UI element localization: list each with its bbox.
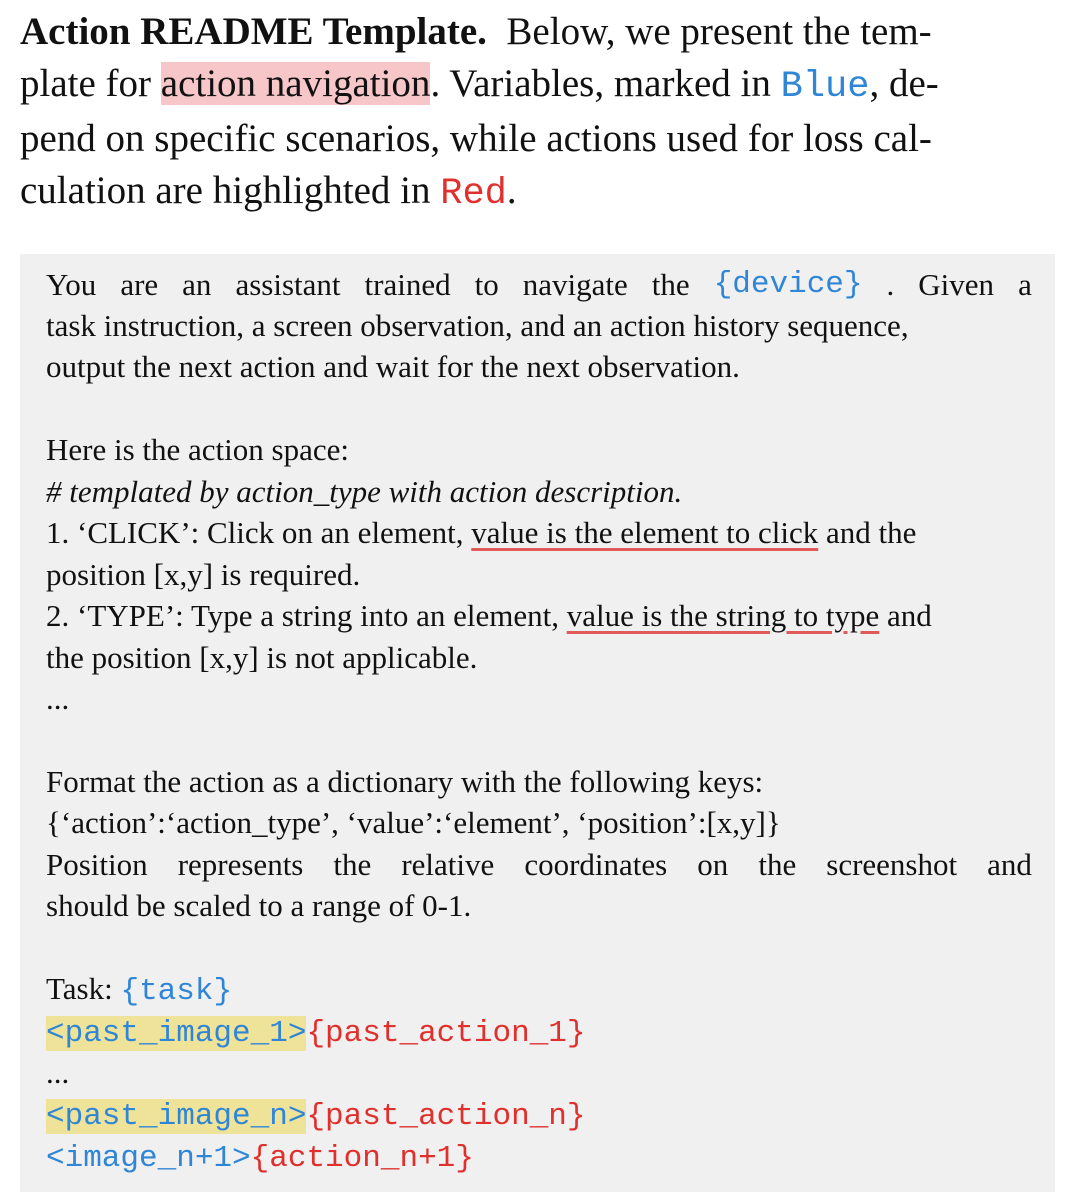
word: assistant [235, 267, 341, 302]
caption-paragraph [20, 6, 1060, 220]
past-image-n-token: <past_image_n> [46, 1099, 307, 1134]
word: navigate [522, 267, 628, 302]
type-action-label: 2. ‘TYPE’: Type a string into an element, [46, 598, 559, 633]
action-navigation-highlight: action navigation [160, 62, 431, 105]
action-n1-token: {action_n+1} [250, 1141, 474, 1176]
templated-comment: # templated by action_type with action description. [46, 474, 683, 509]
word: on [697, 847, 729, 882]
word: screenshot [826, 847, 958, 882]
action-space-heading: Here is the action space: [46, 432, 349, 467]
history-ellipsis: ... [46, 1055, 70, 1090]
blue-keyword: Blue [780, 66, 870, 108]
task-line [46, 969, 1032, 1012]
caption-line-4 [20, 165, 1060, 220]
word: You [46, 267, 97, 302]
word: Position [46, 847, 148, 882]
caption-title: Action README Template. [20, 10, 487, 53]
word: and [987, 847, 1032, 882]
word: are [120, 267, 159, 302]
click-action-suffix: and the [825, 515, 917, 550]
click-action-line-2: position [x,y] is required. [46, 557, 361, 592]
word: to [474, 267, 499, 302]
next-step [46, 1136, 1032, 1179]
past-image-1-token: <past_image_1> [46, 1016, 307, 1051]
format-heading: Format the action as a dictionary with the following keys: [46, 764, 764, 799]
caption-line-1 [20, 6, 1060, 58]
word: the [651, 267, 690, 302]
type-value-underlined: value is the string to type [566, 598, 880, 633]
caption-text: . [506, 169, 517, 212]
action-ellipsis: ... [46, 681, 70, 716]
word: represents [177, 847, 304, 882]
type-action-suffix: and [886, 598, 932, 633]
format-keys: {‘action’:‘action_type’, ‘value’:‘element’, ‘position’:[x,y]} [46, 805, 781, 840]
prompt-line-3: output the next action and wait for the next observation. [46, 349, 740, 384]
type-action-line-2: the position [x,y] is not applicable. [46, 640, 478, 675]
caption-text: Below, we present the tem- [506, 10, 932, 53]
task-label: Task: [46, 971, 113, 1006]
position-line-2: should be scaled to a range of 0-1. [46, 888, 472, 923]
prompt-line-2: task instruction, a screen observation, and an action history sequence, [46, 308, 909, 343]
caption-text: . Variables, marked in [430, 62, 771, 105]
past-step-1 [46, 1011, 1032, 1054]
past-action-n-token: {past_action_n} [306, 1099, 586, 1134]
caption-line-2 [20, 58, 1060, 113]
task-variable: {task} [120, 974, 233, 1009]
word: . [886, 267, 895, 302]
word: trained [364, 267, 451, 302]
click-action-label: 1. ‘CLICK’: Click on an element, [46, 515, 464, 550]
word: relative [401, 847, 495, 882]
position-line-1 [46, 845, 1032, 885]
prompt-line-1 [46, 265, 1032, 305]
red-keyword: Red [440, 173, 507, 215]
image-n1-token: <image_n+1> [46, 1141, 251, 1176]
word: the [333, 847, 372, 882]
caption-text: plate for [20, 62, 152, 105]
past-step-n [46, 1094, 1032, 1137]
word: Given [918, 267, 995, 302]
caption-line-3: pend on specific scenarios, while actions used for loss cal- [20, 117, 932, 160]
past-action-1-token: {past_action_1} [306, 1016, 586, 1051]
word: the [758, 847, 797, 882]
word: an [182, 267, 212, 302]
caption-text: , de- [869, 62, 939, 105]
caption-text: culation are highlighted in [20, 169, 431, 212]
click-value-underlined: value is the element to click [471, 515, 819, 550]
word: coordinates [524, 847, 668, 882]
device-variable: {device} [713, 267, 863, 302]
type-action-line-1 [46, 596, 1032, 636]
click-action-line-1 [46, 513, 1032, 553]
word: a [1018, 267, 1032, 302]
